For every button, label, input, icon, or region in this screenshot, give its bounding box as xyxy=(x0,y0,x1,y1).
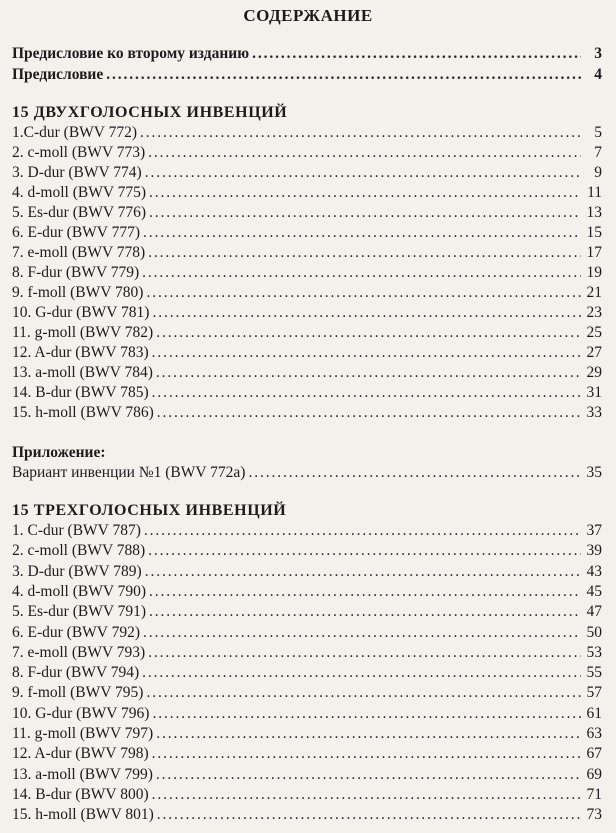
dot-leader xyxy=(146,284,581,302)
entry-page: 31 xyxy=(586,384,602,401)
entry-page: 43 xyxy=(586,562,602,580)
entry-label: 5. Es-dur (BWV 791) xyxy=(12,603,147,621)
entry-label: 12. A-dur (BWV 798) xyxy=(12,745,149,763)
entry-page: 9 xyxy=(594,164,602,181)
toc-entry xyxy=(12,224,602,244)
toc-entry xyxy=(12,563,602,583)
toc-entry xyxy=(12,705,602,725)
entry-page: 63 xyxy=(586,725,602,742)
entry-page: 33 xyxy=(586,404,602,421)
entry-label: 5. Es-dur (BWV 776) xyxy=(12,204,147,221)
toc-entry xyxy=(12,184,602,204)
appendix-heading: Приложение: xyxy=(12,444,106,461)
toc-entry xyxy=(12,144,602,164)
dot-leader xyxy=(140,124,581,142)
entry-page: 50 xyxy=(586,623,602,641)
entry-page: 47 xyxy=(586,603,602,621)
toc-entry xyxy=(12,725,602,745)
dot-leader xyxy=(156,364,581,382)
entry-page: 53 xyxy=(586,643,602,661)
entry-label: 10. G-dur (BWV 796) xyxy=(12,704,150,722)
entry-page: 4 xyxy=(594,66,602,83)
entry-label: 2. c-moll (BWV 773) xyxy=(12,144,146,161)
toc-entry xyxy=(12,684,602,704)
dot-leader xyxy=(144,522,581,540)
dot-leader xyxy=(157,404,581,422)
toc-entry xyxy=(12,644,602,664)
dot-leader xyxy=(148,644,581,662)
toc-entry xyxy=(12,522,602,542)
entry-page: 73 xyxy=(586,806,602,824)
entry-page: 23 xyxy=(586,304,602,321)
entry-page: 35 xyxy=(586,464,602,481)
toc-entry xyxy=(12,404,602,424)
toc-entry xyxy=(12,464,602,484)
entry-label: 4. d-moll (BWV 790) xyxy=(12,582,147,600)
entry-label: 10. G-dur (BWV 781) xyxy=(12,304,150,321)
dot-leader xyxy=(152,745,581,763)
toc-entry xyxy=(12,66,602,86)
toc-entry xyxy=(12,344,602,364)
entry-page: 29 xyxy=(586,364,602,381)
dot-leader xyxy=(156,324,581,342)
dot-leader xyxy=(145,563,581,581)
toc-entry xyxy=(12,264,602,284)
toc-entry xyxy=(12,284,602,304)
toc-entry xyxy=(12,542,602,562)
dot-leader xyxy=(152,705,581,723)
toc-entry xyxy=(12,745,602,765)
entry-page: 71 xyxy=(586,785,602,803)
toc-entry xyxy=(12,164,602,184)
dot-leader xyxy=(149,583,581,601)
toc-entry xyxy=(12,786,602,806)
toc-entry xyxy=(12,624,602,644)
entry-page: 13 xyxy=(586,204,602,221)
toc-entry xyxy=(12,806,602,826)
dot-leader xyxy=(142,664,581,682)
section-heading: 15 ТРЕХГОЛОСНЫХ ИНВЕНЦИЙ xyxy=(12,502,287,519)
entry-label: 3. D-dur (BWV 774) xyxy=(12,164,142,181)
dot-leader xyxy=(146,684,581,702)
entry-page: 25 xyxy=(586,324,602,341)
entry-page: 15 xyxy=(586,224,602,241)
entry-page: 21 xyxy=(586,284,602,301)
entry-label: 11. g-moll (BWV 782) xyxy=(12,324,154,341)
dot-leader xyxy=(106,66,581,84)
entry-page: 19 xyxy=(586,264,602,281)
dot-leader xyxy=(152,344,581,362)
dot-leader xyxy=(143,624,581,642)
entry-page: 45 xyxy=(586,582,602,600)
toc-entry xyxy=(12,204,602,224)
entry-page: 11 xyxy=(587,184,602,201)
entry-label: 7. e-moll (BWV 778) xyxy=(12,244,146,261)
entry-label: 14. B-dur (BWV 785) xyxy=(12,384,149,401)
toc-entry xyxy=(12,124,602,144)
entry-label: 15. h-moll (BWV 801) xyxy=(12,806,154,824)
toc-entry xyxy=(12,45,602,65)
entry-label: 9. f-moll (BWV 780) xyxy=(12,284,144,301)
entry-page: 57 xyxy=(586,684,602,702)
dot-leader xyxy=(252,45,581,63)
toc-entry xyxy=(12,324,602,344)
entry-label: 6. E-dur (BWV 792) xyxy=(12,623,140,641)
entry-label: 12. A-dur (BWV 783) xyxy=(12,344,149,361)
entry-page: 67 xyxy=(586,745,602,763)
toc-entry xyxy=(12,384,602,404)
entry-label: Предисловие ко второму изданию xyxy=(12,45,250,62)
dot-leader xyxy=(149,603,581,621)
toc-entry xyxy=(12,766,602,786)
entry-page: 7 xyxy=(594,144,602,161)
dot-leader xyxy=(152,384,581,402)
dot-leader xyxy=(156,766,581,784)
entry-label: Вариант инвенции №1 (BWV 772a) xyxy=(12,464,246,481)
entry-label: 1.C-dur (BWV 772) xyxy=(12,124,137,141)
entry-page: 55 xyxy=(586,664,602,682)
dot-leader xyxy=(148,244,581,262)
entry-label: 13. a-moll (BWV 799) xyxy=(12,765,153,783)
toc-entry xyxy=(12,664,602,684)
entry-label: 4. d-moll (BWV 775) xyxy=(12,184,147,201)
dot-leader xyxy=(142,264,581,282)
entry-label: 1. C-dur (BWV 787) xyxy=(12,522,141,539)
dot-leader xyxy=(149,184,581,202)
entry-label: 15. h-moll (BWV 786) xyxy=(12,404,154,421)
toc-entry xyxy=(12,244,602,264)
entry-page: 5 xyxy=(594,124,602,141)
entry-label: 11. g-moll (BWV 797) xyxy=(12,725,154,742)
entry-page: 39 xyxy=(586,542,602,560)
toc-entry xyxy=(12,603,602,623)
dot-leader xyxy=(156,725,581,743)
dot-leader xyxy=(157,806,581,824)
entry-page: 37 xyxy=(586,522,602,539)
dot-leader xyxy=(148,144,581,162)
entry-label: 8. F-dur (BWV 779) xyxy=(12,264,140,281)
dot-leader xyxy=(149,204,581,222)
page-title: СОДЕРЖАНИЕ xyxy=(243,6,373,25)
entry-page: 3 xyxy=(594,45,602,62)
dot-leader xyxy=(152,786,581,804)
entry-label: 2. c-moll (BWV 788) xyxy=(12,542,146,560)
entry-label: 13. a-moll (BWV 784) xyxy=(12,364,153,381)
entry-label: Предисловие xyxy=(12,66,104,83)
entry-label: 9. f-moll (BWV 795) xyxy=(12,684,144,702)
entry-label: 8. F-dur (BWV 794) xyxy=(12,664,140,682)
dot-leader xyxy=(152,304,581,322)
dot-leader xyxy=(145,164,581,182)
dot-leader xyxy=(248,464,581,482)
entry-page: 69 xyxy=(586,765,602,783)
entry-label: 7. e-moll (BWV 793) xyxy=(12,643,146,661)
entry-page: 61 xyxy=(586,704,602,722)
section-heading: 15 ДВУХГОЛОСНЫХ ИНВЕНЦИЙ xyxy=(12,104,288,121)
toc-entry xyxy=(12,583,602,603)
toc-entry xyxy=(12,364,602,384)
entry-label: 14. B-dur (BWV 800) xyxy=(12,785,149,803)
entry-page: 27 xyxy=(586,344,602,361)
dot-leader xyxy=(148,542,581,560)
toc-entry xyxy=(12,304,602,324)
entry-label: 3. D-dur (BWV 789) xyxy=(12,562,142,580)
entry-label: 6. E-dur (BWV 777) xyxy=(12,224,140,241)
entry-page: 17 xyxy=(586,244,602,261)
dot-leader xyxy=(143,224,581,242)
